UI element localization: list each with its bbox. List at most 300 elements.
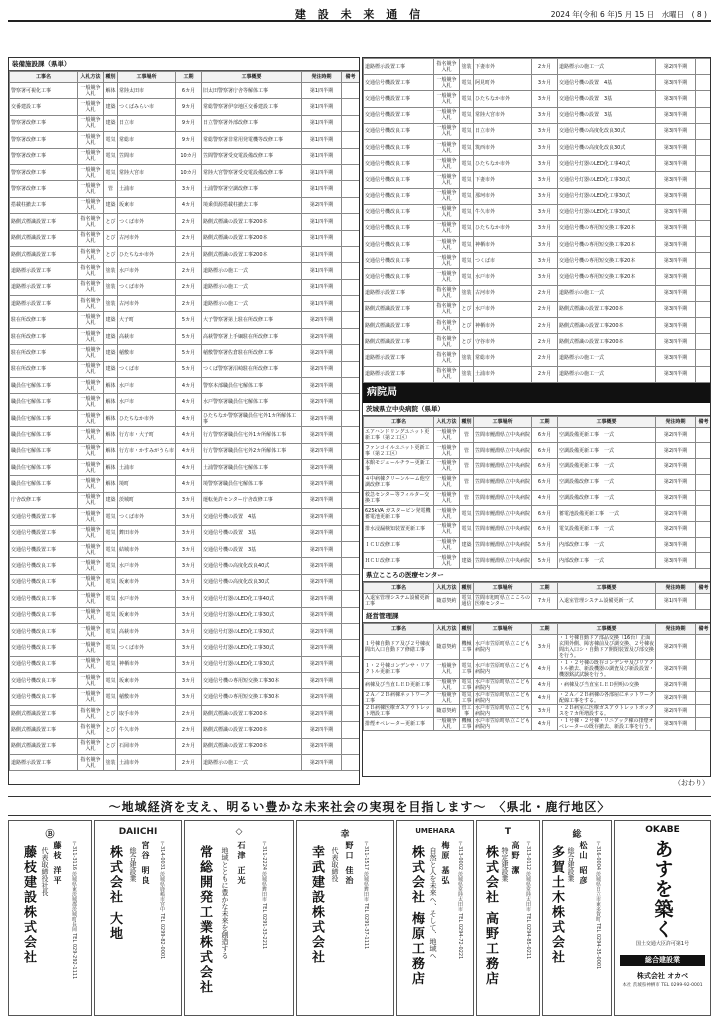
table-cell: 電気 bbox=[460, 188, 474, 204]
table-cell: 一般競争入札 bbox=[78, 673, 104, 689]
table-row bbox=[10, 132, 360, 148]
column-header: 入札方法 bbox=[78, 72, 104, 83]
table-cell: つくば市外 bbox=[118, 509, 176, 525]
table-cell: 指名競争入札 bbox=[78, 722, 104, 738]
table-cell: 交通信号機改良工事 bbox=[364, 204, 434, 220]
table-cell: とび bbox=[104, 246, 118, 262]
table-cell: 笠間市旭町県立こころの医療センター bbox=[475, 595, 531, 608]
column-header: 発注時期 bbox=[656, 582, 696, 593]
table-cell: 第3四半期 bbox=[656, 253, 696, 269]
ad-company-name: 株式会社 大地 bbox=[107, 845, 122, 942]
table-cell: 道路標示の施工一式 bbox=[558, 350, 656, 366]
table-cell: 3カ月 bbox=[176, 574, 202, 590]
table-cell: 道路標示の施工一式 bbox=[558, 59, 656, 75]
table-row bbox=[364, 107, 712, 123]
table-cell: 第2四半期 bbox=[302, 705, 342, 721]
table-cell: ２Ｂ病棟医療ガスアウトレット増設工事 bbox=[364, 704, 434, 717]
table-cell: 一般競争入札 bbox=[434, 537, 460, 553]
table-cell: 指名競争入札 bbox=[78, 738, 104, 754]
table-cell: つくば市 bbox=[118, 361, 176, 377]
table-cell: 警察署改修工事 bbox=[10, 115, 78, 131]
table-cell: 一般競争入札 bbox=[434, 506, 460, 522]
table-row bbox=[10, 574, 360, 590]
remarks-cell bbox=[696, 318, 712, 334]
table-cell: 3カ月 bbox=[532, 75, 558, 91]
table-cell: 第3四半期 bbox=[656, 553, 696, 569]
table-cell: 一般競争入札 bbox=[78, 132, 104, 148]
table-cell: 職員住宅解体工事 bbox=[10, 427, 78, 443]
table-cell: 道路標示設置工事 bbox=[364, 350, 434, 366]
table-cell: 第2四半期 bbox=[656, 59, 696, 75]
table-row bbox=[10, 230, 360, 246]
table-cell: 電気 bbox=[104, 509, 118, 525]
table-cell: 6カ月 bbox=[532, 521, 558, 537]
table-cell: 笠間市鯉淵県立中央病院 bbox=[474, 553, 532, 569]
table-cell: 石岡市外 bbox=[118, 738, 176, 754]
table-cell: 路側式標識設置工事 bbox=[10, 738, 78, 754]
table-cell: 大子警察署第上駐在所改修工事 bbox=[202, 312, 302, 328]
table-cell: 5カ月 bbox=[176, 345, 202, 361]
table-row bbox=[10, 656, 360, 672]
table-row bbox=[10, 99, 360, 115]
table-cell: 2カ月 bbox=[176, 755, 202, 771]
table-row bbox=[10, 181, 360, 197]
table-cell: 路側式標識設置工事 bbox=[364, 301, 434, 317]
table-cell: 第1四半期 bbox=[302, 132, 342, 148]
table-cell: 塗装 bbox=[460, 350, 474, 366]
table-cell: 水戸市外 bbox=[118, 558, 176, 574]
remarks-cell bbox=[342, 607, 360, 623]
table-row bbox=[364, 59, 712, 75]
ad-umehara bbox=[396, 820, 474, 1016]
table-cell: 交通信号機の設置 4基 bbox=[558, 75, 656, 91]
remarks-cell bbox=[696, 334, 712, 350]
remarks-cell bbox=[342, 689, 360, 705]
table-cell: 指名競争入札 bbox=[78, 296, 104, 312]
table-cell: 電気 bbox=[104, 558, 118, 574]
table-cell: 塗装 bbox=[104, 263, 118, 279]
table-cell: 一般競争入札 bbox=[78, 607, 104, 623]
remarks-cell bbox=[696, 593, 712, 609]
table-cell: 一般競争入札 bbox=[78, 394, 104, 410]
left-project-table bbox=[9, 71, 360, 771]
table-cell: 5カ月 bbox=[176, 312, 202, 328]
table-cell: 第2四半期 bbox=[656, 634, 696, 659]
table-row bbox=[364, 717, 712, 730]
table-cell: 管 bbox=[104, 181, 118, 197]
remarks-cell bbox=[696, 237, 712, 253]
table-cell: 一般競争入札 bbox=[78, 148, 104, 164]
table-row bbox=[364, 553, 712, 569]
remarks-cell bbox=[342, 443, 360, 459]
table-cell: 第2四半期 bbox=[302, 607, 342, 623]
remarks-cell bbox=[696, 59, 712, 75]
table-cell: 第1四半期 bbox=[302, 279, 342, 295]
table-cell: 牛久市外 bbox=[118, 722, 176, 738]
remarks-cell bbox=[696, 107, 712, 123]
table-cell: 一般競争入札 bbox=[434, 107, 460, 123]
column-header: 工事場所 bbox=[474, 582, 532, 593]
table-cell: 第2四半期 bbox=[656, 691, 696, 704]
table-cell: とび bbox=[460, 334, 474, 350]
table-cell: 一般競争入札 bbox=[434, 427, 460, 443]
table-cell: 路側式標識の設置工事200本 bbox=[202, 738, 302, 754]
table-cell: 5カ月 bbox=[532, 553, 558, 569]
remarks-cell bbox=[696, 691, 712, 704]
remarks-cell bbox=[342, 492, 360, 508]
table-cell: 第2四半期 bbox=[656, 490, 696, 506]
table-cell: 建築 bbox=[104, 361, 118, 377]
table-cell: 2カ月 bbox=[176, 230, 202, 246]
remarks-cell bbox=[696, 172, 712, 188]
table-cell: 常総市外 bbox=[474, 350, 532, 366]
table-cell: 一般競争入札 bbox=[434, 253, 460, 269]
table-cell: 2カ月 bbox=[532, 285, 558, 301]
table-cell: ４中病棟クリーンルーム他空調改修工事 bbox=[364, 474, 434, 490]
table-cell: 指名競争入札 bbox=[434, 301, 460, 317]
okabe-address: 本社 茨城県神栖市 TEL 0299-92-0001 bbox=[622, 983, 703, 988]
table-row bbox=[364, 139, 712, 155]
table-cell: 交通信号機の高度化改良30式 bbox=[202, 574, 302, 590]
table-cell: 道路標示設置工事 bbox=[10, 296, 78, 312]
table-cell: 電気工事 bbox=[460, 659, 474, 678]
table-cell: 電気 bbox=[460, 269, 474, 285]
okabe-catchcopy: あすを築く bbox=[651, 839, 674, 939]
table-row bbox=[10, 525, 360, 541]
table-cell: 駐在所改修工事 bbox=[10, 312, 78, 328]
table-cell: つくば警察署沼崎駐在所改修工事 bbox=[202, 361, 302, 377]
table-cell: 管 bbox=[460, 427, 474, 443]
kokoro-center-table bbox=[363, 582, 711, 610]
table-cell: 一般競争入札 bbox=[434, 188, 460, 204]
ad-address: 〒311-3116 茨城県東茨城郡茨城町長岡 TEL 029-292-1111 bbox=[71, 841, 77, 980]
ad-company-name: 多賀土木株式会社 bbox=[549, 845, 564, 965]
column-header: 発注時期 bbox=[302, 72, 342, 83]
table-row bbox=[364, 318, 712, 334]
ad-person: 松山 昭彦 bbox=[579, 841, 588, 886]
column-header: 種別 bbox=[460, 416, 474, 427]
table-cell: 水戸市外 bbox=[118, 591, 176, 607]
table-cell: 指名競争入札 bbox=[434, 350, 460, 366]
remarks-cell bbox=[696, 427, 712, 443]
table-cell: 第1四半期 bbox=[302, 148, 342, 164]
table-cell: 稲敷市 bbox=[118, 345, 176, 361]
table-cell: 指名競争入札 bbox=[78, 705, 104, 721]
column-header: 工期 bbox=[176, 72, 202, 83]
table-cell: 電気 bbox=[104, 640, 118, 656]
table-row bbox=[10, 689, 360, 705]
table-cell: 塗装 bbox=[104, 296, 118, 312]
table-cell: 一般競争入札 bbox=[78, 99, 104, 115]
table-cell: 交通信号灯器のLED化工事30式 bbox=[202, 623, 302, 639]
table-cell: 建築 bbox=[104, 328, 118, 344]
remarks-cell bbox=[342, 558, 360, 574]
remarks-cell bbox=[342, 476, 360, 492]
table-cell: 交通信号灯器のLED化工事30式 bbox=[558, 204, 656, 220]
table-cell: 交通信号機改良工事 bbox=[364, 253, 434, 269]
table-cell: 第2四半期 bbox=[302, 443, 342, 459]
table-cell: 第2四半期 bbox=[656, 459, 696, 475]
table-cell: 電気 bbox=[104, 164, 118, 180]
column-header: 備考 bbox=[696, 416, 712, 427]
remarks-cell bbox=[342, 148, 360, 164]
column-header: 工事名 bbox=[364, 623, 434, 634]
ad-company-name: 常総開発工業株式会社 bbox=[197, 845, 212, 995]
table-cell: 第1四半期 bbox=[656, 593, 696, 609]
table-cell: 2カ月 bbox=[176, 296, 202, 312]
table-cell: 一般競争入札 bbox=[434, 237, 460, 253]
table-cell: 3カ月 bbox=[532, 237, 558, 253]
table-cell: 解体 bbox=[104, 394, 118, 410]
table-cell: 駐在所改修工事 bbox=[10, 328, 78, 344]
end-mark: （おわり） bbox=[674, 779, 709, 787]
table-cell: 電気 bbox=[104, 574, 118, 590]
table-cell: 水戸市笠原町県立こども病院内 bbox=[474, 634, 532, 659]
table-cell: 警察署改修工事 bbox=[10, 132, 78, 148]
table-cell: 境警察署職員住宅解体工事 bbox=[202, 476, 302, 492]
table-cell: 道路標示設置工事 bbox=[364, 59, 434, 75]
table-cell: 庁舎改修工事 bbox=[10, 492, 78, 508]
table-row bbox=[364, 521, 712, 537]
table-cell: 第2四半期 bbox=[656, 474, 696, 490]
table-cell: 5カ月 bbox=[176, 361, 202, 377]
table-row bbox=[364, 123, 712, 139]
table-cell: 交通信号機の設置 4基 bbox=[202, 509, 302, 525]
table-cell: 常陸大宮市外 bbox=[474, 107, 532, 123]
table-cell: 行方警察署職員住宅外1カ所解体工事 bbox=[202, 427, 302, 443]
table-cell: 第3四半期 bbox=[656, 301, 696, 317]
table-cell: １・２号棟コンデンサ・リアクトル更新工事 bbox=[364, 659, 434, 678]
company-logo-icon: 幸 bbox=[340, 830, 350, 840]
table-row bbox=[364, 350, 712, 366]
table-cell: 空調設備更新工事 一式 bbox=[558, 459, 656, 475]
table-row bbox=[10, 541, 360, 557]
remarks-cell bbox=[342, 394, 360, 410]
ad-takano bbox=[476, 820, 540, 1016]
left-table-head bbox=[10, 72, 360, 83]
remarks-cell bbox=[342, 263, 360, 279]
table-cell: 道路標示の施工一式 bbox=[202, 296, 302, 312]
table-cell: 管工事 bbox=[461, 704, 472, 717]
table-cell: 古河市外 bbox=[118, 230, 176, 246]
table-cell: 道路標示の施工一式 bbox=[558, 285, 656, 301]
page-header bbox=[8, 8, 711, 22]
table-cell: 指名競争入札 bbox=[434, 366, 460, 382]
table-cell: 牛久市外 bbox=[474, 204, 532, 220]
table-cell: 道路標示設置工事 bbox=[10, 279, 78, 295]
newspaper-title: 建 設 未 来 通 信 bbox=[294, 8, 425, 21]
table-cell: 一般競争入札 bbox=[78, 492, 104, 508]
remarks-cell bbox=[342, 673, 360, 689]
section-title-soubi: 装備施設課（県単） bbox=[9, 58, 359, 71]
table-cell: 随意契約 bbox=[434, 634, 460, 659]
table-cell: 交通信号機改良工事 bbox=[364, 188, 434, 204]
table-cell: 随意契約 bbox=[434, 593, 460, 609]
table-cell: つくば市外 bbox=[118, 279, 176, 295]
table-cell: ひたちなか市外 bbox=[474, 156, 532, 172]
table-cell: 3カ月 bbox=[532, 269, 558, 285]
remarks-cell bbox=[696, 704, 712, 717]
table-cell: 下妻市外 bbox=[474, 59, 532, 75]
table-cell: 交通信号機改良工事 bbox=[364, 237, 434, 253]
remarks-cell bbox=[342, 83, 360, 99]
column-header: 発注時期 bbox=[656, 416, 696, 427]
table-cell: ・１・２号棟の既存コンデンサ及びリアクトル撤去、新設機器の調査及び新設設置・機器銘試試験を行う。 bbox=[559, 659, 655, 678]
table-cell: 電気 bbox=[104, 132, 118, 148]
table-cell: 2カ月 bbox=[176, 722, 202, 738]
table-row bbox=[10, 673, 360, 689]
table-cell: 路側式標識の設置工事200本 bbox=[202, 230, 302, 246]
ad-company-type: 自然と人を未来へ、そして、地域へ bbox=[429, 847, 437, 959]
table-cell: 路側式標識設置工事 bbox=[364, 334, 434, 350]
table-cell: 4カ月 bbox=[532, 490, 558, 506]
table-cell: 電気 bbox=[460, 139, 474, 155]
table-cell: 第2四半期 bbox=[656, 678, 696, 691]
remarks-cell bbox=[342, 164, 360, 180]
table-cell: 神栖市外 bbox=[474, 318, 532, 334]
slogan-banner: ～地域経済を支え、明るい豊かな未来社会の実現を目指します～ 〈県北・鹿行地区〉 bbox=[8, 796, 711, 816]
table-cell: 電気 bbox=[104, 591, 118, 607]
table-row bbox=[364, 285, 712, 301]
table-cell: 第1四半期 bbox=[302, 230, 342, 246]
table-cell: 10カ月 bbox=[176, 148, 202, 164]
remarks-cell bbox=[342, 738, 360, 754]
table-cell: １号棟自動ドア及び２号棟夜間出入口自動ドア修繕工事 bbox=[364, 634, 434, 659]
table-cell: 4カ月 bbox=[176, 197, 202, 213]
table-cell: 路側式標識の設置工事200本 bbox=[202, 705, 302, 721]
table-cell: 水戸市外 bbox=[118, 263, 176, 279]
table-cell: 常総警察署伊奈地区交番建設工事 bbox=[202, 99, 302, 115]
table-cell: 交通信号灯器のLED化工事30式 bbox=[202, 656, 302, 672]
okabe-logo: OKABE bbox=[645, 825, 680, 835]
table-row bbox=[10, 410, 360, 426]
table-cell: 管 bbox=[460, 459, 474, 475]
table-cell: ２Ａ／２Ｂ病棟ネットワーク工事 bbox=[364, 691, 434, 704]
table-cell: 一般競争入札 bbox=[78, 378, 104, 394]
right-table-body bbox=[364, 59, 712, 383]
table-cell: 一般競争入札 bbox=[78, 181, 104, 197]
column-header: 工事場所 bbox=[474, 623, 532, 634]
table-cell: とび bbox=[460, 318, 474, 334]
remarks-cell bbox=[342, 705, 360, 721]
table-cell: 交通信号機設置工事 bbox=[364, 107, 434, 123]
table-cell: 交通信号機の高度化改良30式 bbox=[558, 139, 656, 155]
table-cell: 蓄電池設備更新工事 一式 bbox=[558, 506, 656, 522]
table-row bbox=[364, 334, 712, 350]
table-cell: 水戸市笠原町県立こども病院内 bbox=[475, 704, 531, 717]
table-cell: 路側式標識の設置工事200本 bbox=[558, 334, 656, 350]
table-cell: 6カ月 bbox=[176, 83, 202, 99]
ad-okabe bbox=[614, 820, 711, 1016]
table-row bbox=[364, 537, 712, 553]
table-cell: 一般競争入札 bbox=[434, 172, 460, 188]
remarks-cell bbox=[696, 634, 712, 659]
table-cell: 境乗倶源搭載柱撤去工事 bbox=[202, 197, 302, 213]
table-row bbox=[10, 558, 360, 574]
table-cell: 阿見町外 bbox=[474, 75, 532, 91]
table-cell: 2カ月 bbox=[176, 246, 202, 262]
table-cell: 一般競争入札 bbox=[78, 410, 104, 426]
table-cell: 路側式標識設置工事 bbox=[10, 214, 78, 230]
table-cell: 稲敷市外 bbox=[118, 689, 176, 705]
remarks-cell bbox=[696, 75, 712, 91]
table-cell: 第2四半期 bbox=[302, 755, 342, 771]
table-row bbox=[10, 492, 360, 508]
ad-company-name: 藤枝建設株式会社 bbox=[21, 845, 36, 965]
table-cell: 稲敷警察署佐倉駐在所改修工事 bbox=[202, 345, 302, 361]
table-cell: 第3四半期 bbox=[656, 237, 696, 253]
table-cell: 2カ月 bbox=[176, 279, 202, 295]
table-cell: 第3四半期 bbox=[656, 366, 696, 382]
table-cell: 日立市外 bbox=[474, 123, 532, 139]
table-cell: 3カ月 bbox=[532, 91, 558, 107]
table-cell: 交通信号灯器のLED化工事30式 bbox=[202, 640, 302, 656]
table-cell: 第2四半期 bbox=[656, 521, 696, 537]
table-cell: 交通信号機改良工事 bbox=[10, 673, 78, 689]
table-cell: ・１号棟自動ドア部品交換（16台）正面玄関外側、障害棟前及び調交換、２号棟夜間出入口シ・自動ドア開閉装置及び部交換を行う。 bbox=[559, 634, 655, 659]
table-cell: 第2四半期 bbox=[302, 394, 342, 410]
table-cell: 路側式標識の設置工事200本 bbox=[202, 214, 302, 230]
table-cell: 一般競争入札 bbox=[78, 476, 104, 492]
company-logo-icon: 総 bbox=[572, 830, 582, 840]
table-cell: 4カ月 bbox=[532, 691, 558, 704]
table-cell: 行方市・かすみがうら市 bbox=[118, 443, 176, 459]
remarks-cell bbox=[342, 722, 360, 738]
table-cell: 電気 bbox=[460, 107, 474, 123]
table-cell: 坂東市外 bbox=[118, 673, 176, 689]
table-row bbox=[10, 394, 360, 410]
table-cell: 指名競争入札 bbox=[434, 318, 460, 334]
remarks-cell bbox=[342, 99, 360, 115]
table-cell: 一般競争入札 bbox=[78, 623, 104, 639]
table-cell: 路側式標識設置工事 bbox=[10, 230, 78, 246]
table-cell: 警察署改修工事 bbox=[10, 164, 78, 180]
table-cell: 職員住宅解体工事 bbox=[10, 476, 78, 492]
table-cell: 解体 bbox=[104, 410, 118, 426]
table-cell: 一般競争入札 bbox=[434, 659, 460, 678]
ad-address: 〒313-0112 茨城県常陸太田市 TEL 0294-85-0211 bbox=[525, 841, 531, 960]
table-cell: 病棟及び当直ＬＥＤ更新工事 bbox=[364, 678, 434, 691]
table-cell: 笠間警察署受変電設備改修工事 bbox=[202, 148, 302, 164]
keiei-table bbox=[363, 623, 711, 731]
table-cell: 第2四半期 bbox=[302, 722, 342, 738]
ad-person: 梅原 基弘 bbox=[441, 841, 450, 886]
table-cell: ひたちなか市外 bbox=[474, 91, 532, 107]
column-header: 工事概要 bbox=[558, 416, 656, 427]
table-cell: 坂東市外 bbox=[118, 607, 176, 623]
table-cell: 坂東市外 bbox=[118, 574, 176, 590]
table-row bbox=[364, 443, 712, 459]
remarks-cell bbox=[696, 459, 712, 475]
table-cell: 電気 bbox=[104, 623, 118, 639]
column-header: 備考 bbox=[696, 582, 712, 593]
table-cell: 神栖市外 bbox=[474, 237, 532, 253]
table-cell: 第2四半期 bbox=[656, 427, 696, 443]
table-cell: 結城市外 bbox=[118, 541, 176, 557]
remarks-cell bbox=[342, 427, 360, 443]
table-cell: 第3四半期 bbox=[656, 537, 696, 553]
table-cell: 排煙オペレーター更新工事 bbox=[364, 717, 434, 730]
left-table-body bbox=[10, 83, 360, 771]
table-cell: 路側式標識設置工事 bbox=[364, 318, 434, 334]
table-cell: 6カ月 bbox=[532, 474, 558, 490]
table-row bbox=[10, 459, 360, 475]
table-cell: つくば市外 bbox=[118, 640, 176, 656]
table-cell: 土浦市 bbox=[118, 181, 176, 197]
table-cell: 塗装 bbox=[460, 59, 474, 75]
table-cell: 交通信号機改良工事 bbox=[364, 123, 434, 139]
ad-koubu bbox=[296, 820, 394, 1016]
